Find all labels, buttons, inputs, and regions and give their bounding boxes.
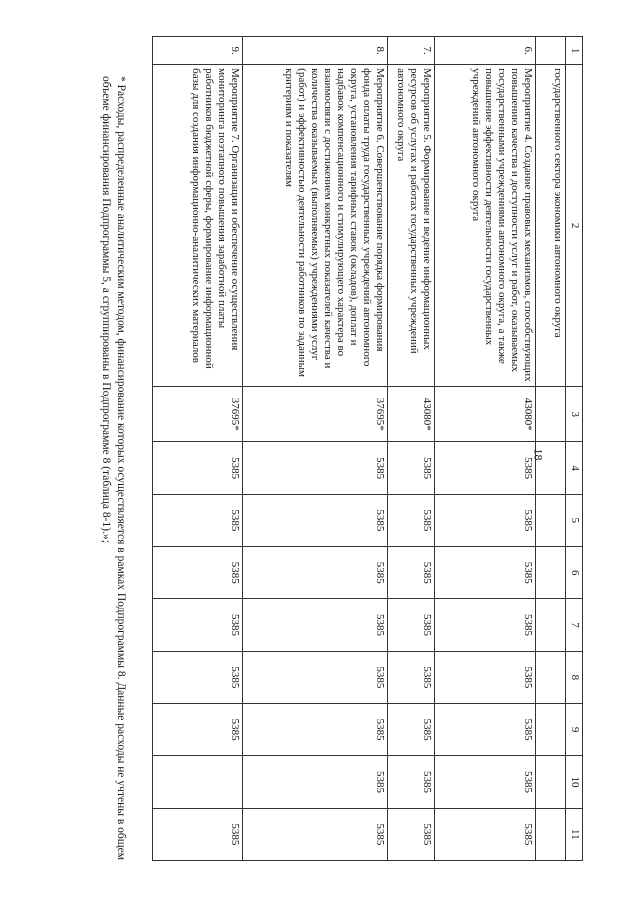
value-cell: 5385 [243,808,388,860]
value-cell: 5385 [153,704,243,756]
value-cell: 5385 [435,704,536,756]
value-cell: 5385 [153,808,243,860]
header-row [566,37,583,861]
value-cell: 5385 [243,442,388,494]
value-cell: 5385 [388,442,435,494]
header-cell: 1 [566,37,583,65]
value-cell: 37695* [153,387,243,442]
value-cell [153,756,243,808]
value-cell: 5385 [388,651,435,703]
header-cell: 4 [566,442,583,494]
table-row [388,37,435,861]
value-cell: 5385 [435,494,536,546]
header-cell: 3 [566,387,583,442]
footnote: * Расходы, распределенные аналитическим методом, финансирование которых осуществляется в рамках Подпрограммы 8. Данные расходы не учтены в общем объеме финансирования Подпрограммы 5, а сгруппированы в Подпрограмме 8 (таблица 8-1).»; [100,76,127,860]
value-cell: 5385 [388,808,435,860]
header-cell: 11 [566,808,583,860]
value-cell: 5385 [243,599,388,651]
value-cell: 5385 [153,599,243,651]
value-cell: 5385 [153,494,243,546]
value-cell: 5385 [388,704,435,756]
header-cell: 7 [566,599,583,651]
value-cell: 5385 [388,494,435,546]
value-cell: 5385 [243,494,388,546]
row-number: 6. [435,37,536,65]
table-row [243,37,388,861]
value-cell: 5385 [388,547,435,599]
value-cell: 5385 [153,547,243,599]
row-text: Мероприятие 4. Создание правовых механизмов, способствующих повышению качества и доступности услуг и работ, оказываемых государственными учреждениями автономного округа, а также повышение эффективности деятельности государственных учреждений автономного округа [435,65,536,387]
value-cell: 43080* [435,387,536,442]
value-cell: 5385 [435,651,536,703]
value-cell: 37695* [243,387,388,442]
table-row-continuation [536,37,566,861]
row-number: 8. [243,37,388,65]
row-text: Мероприятие 6. Совершенствование порядка формирования фонда оплаты труда государственных учреждений автономного округа, установления тарифных ставок (окладов), доплат и надбавок компенсационного и стимулирующего характера во взаимосвязи с достижением конкретных показателей качества и количества оказываемых (выполняемых) учреждениями услуг (работ) и эффективностью деятельности работников по заданным критериям и показателям [243,65,388,387]
value-cell: 5385 [435,599,536,651]
value-cell: 5385 [153,651,243,703]
row-text: Мероприятие 7. Организация и обеспечение осуществления мониторинга поэтапного повышения заработной платы работников бюджетной сферы, формирование информационной базы для создания информационно-аналитических материалов [153,65,243,387]
header-cell: 2 [566,65,583,387]
row-text: государственного сектора экономики автономного округа [536,65,566,387]
row-number: 7. [388,37,435,65]
row-number [536,37,566,65]
rotated-page-content [63,28,583,898]
value-cell: 5385 [243,704,388,756]
header-cell: 6 [566,547,583,599]
financing-table [152,36,583,861]
value-cell: 5385 [153,442,243,494]
value-cell: 5385 [435,808,536,860]
value-cell: 5385 [243,547,388,599]
row-text: Мероприятие 5. Формирование и ведение информационных ресурсов об услугах и работах государственных учреждений автономного округа [388,65,435,387]
value-cell: 5385 [388,599,435,651]
value-cell: 43080* [388,387,435,442]
header-cell: 9 [566,704,583,756]
value-cell: 5385 [388,756,435,808]
header-cell: 10 [566,756,583,808]
header-cell: 5 [566,494,583,546]
value-cell: 5385 [243,651,388,703]
value-cell: 5385 [435,547,536,599]
value-cell: 5385 [435,756,536,808]
header-cell: 8 [566,651,583,703]
value-cell: 5385 [435,442,536,494]
page-number: 18 [531,448,546,461]
table-row [153,37,243,861]
row-number: 9. [153,37,243,65]
value-cell: 5385 [243,756,388,808]
table-row [435,37,536,861]
